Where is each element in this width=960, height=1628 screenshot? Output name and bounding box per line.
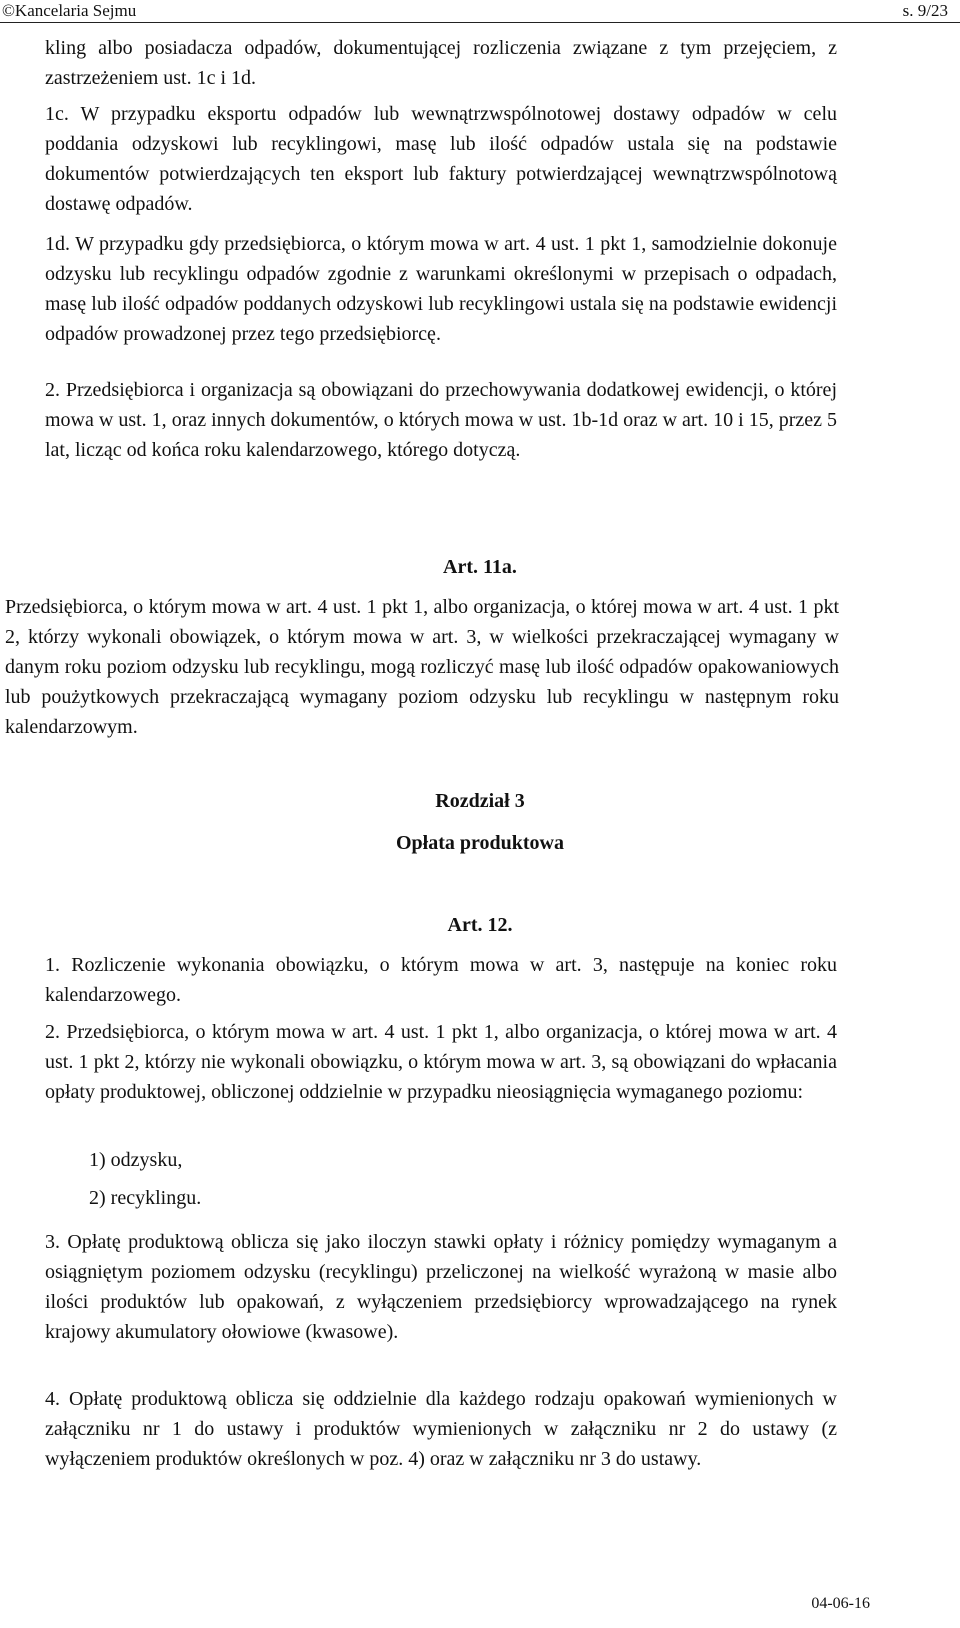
paragraph-1d: 1d. W przypadku gdy przedsiębiorca, o którym mowa w art. 4 ust. 1 pkt 1, samodzielnie dokonuje odzysku lub recyklingu odpadów zgodnie z warunkami określonymi w przepisach o odpadach, masę lub ilość odpadów poddanych odzyskowi lub recyklingowi ustala się na podstawie ewidencji odpadów prowadzonej przez tego przedsiębiorcę. bbox=[45, 233, 837, 345]
header-divider bbox=[0, 22, 960, 23]
paragraph-1c: 1c. W przypadku eksportu odpadów lub wewnątrzwspólnotowej dostawy odpadów w celu poddania odzyskowi lub recyklingowi, masę lub ilość odpadów ustala się na podstawie dokumentów potwierdzających ten eksport lub faktury potwierdzającej wewnątrzwspólnotową dostawę odpadów. bbox=[45, 103, 837, 215]
chapter-number: Rozdział 3 bbox=[435, 790, 525, 812]
article-12-paragraph-3: 3. Opłatę produktową oblicza się jako iloczyn stawki opłaty i różnicy pomiędzy wymaganym a osiągniętym poziomem odzysku (recyklingu) przeliczonej na wielkość wyrażoną w masie albo ilości produktów lub opakowań, z wyłączeniem przedsiębiorcy wprowadzającego na rynek krajowy akumulatory ołowiowe (kwasowe). bbox=[45, 1231, 837, 1343]
article-12-title: Art. 12. bbox=[447, 914, 513, 936]
paragraph-2: 2. Przedsiębiorca i organizacja są obowiązani do przechowywania dodatkowej ewidencji, o której mowa w ust. 1, oraz innych dokumentów, o których mowa w ust. 1b-1d oraz w art. 10 i 15, przez 5 lat, licząc od końca roku kalendarzowego, którego dotyczą. bbox=[45, 379, 837, 461]
paragraph-continuation: kling albo posiadacza odpadów, dokumentującej rozliczenia związane z tym przejęciem, z zastrzeżeniem ust. 1c i 1d. bbox=[45, 37, 837, 89]
header-page-number: s. 9/23 bbox=[902, 1, 948, 20]
header-source: ©Kancelaria Sejmu bbox=[2, 1, 137, 20]
list-item-1: 1) odzysku, bbox=[89, 1149, 183, 1171]
page-header bbox=[0, 0, 960, 22]
list-item-2: 2) recyklingu. bbox=[89, 1187, 202, 1209]
article-12-paragraph-4: 4. Opłatę produktową oblicza się oddzielnie dla każdego rodzaju opakowań wymienionych w załączniku nr 1 do ustawy i produktów wymienionych w załączniku nr 2 do ustawy (z wyłączeniem produktów określonych w poz. 4) oraz w załączniku nr 3 do ustawy. bbox=[45, 1388, 837, 1470]
article-12-paragraph-2: 2. Przedsiębiorca, o którym mowa w art. 4 ust. 1 pkt 1, albo organizacja, o której mowa w art. 4 ust. 1 pkt 2, którzy nie wykonali obowiązku, o którym mowa w art. 3, są obowiązani do wpłacania opłaty produktowej, obliczonej oddzielnie w przypadku nieosiągnięcia wymaganego poziomu: bbox=[45, 1021, 837, 1103]
footer-date: 04-06-16 bbox=[811, 1595, 870, 1612]
article-11a-text: Przedsiębiorca, o którym mowa w art. 4 ust. 1 pkt 1, albo organizacja, o której mowa w art. 4 ust. 1 pkt 2, którzy wykonali obowiązek, o którym mowa w art. 3, w wielkości przekraczającej wymagany w danym roku poziom odzysku lub recyklingu, mogą rozliczyć masę lub ilość odpadów opakowaniowych lub poużytkowych przekraczającą wymagany poziom odzysku lub recyklingu w następnym roku kalendarzowym. bbox=[5, 596, 839, 738]
article-11a-title: Art. 11a. bbox=[443, 556, 517, 578]
chapter-title: Opłata produktowa bbox=[395, 832, 564, 854]
article-12-paragraph-1: 1. Rozliczenie wykonania obowiązku, o którym mowa w art. 3, następuje na koniec roku kalendarzowego. bbox=[45, 954, 837, 1006]
